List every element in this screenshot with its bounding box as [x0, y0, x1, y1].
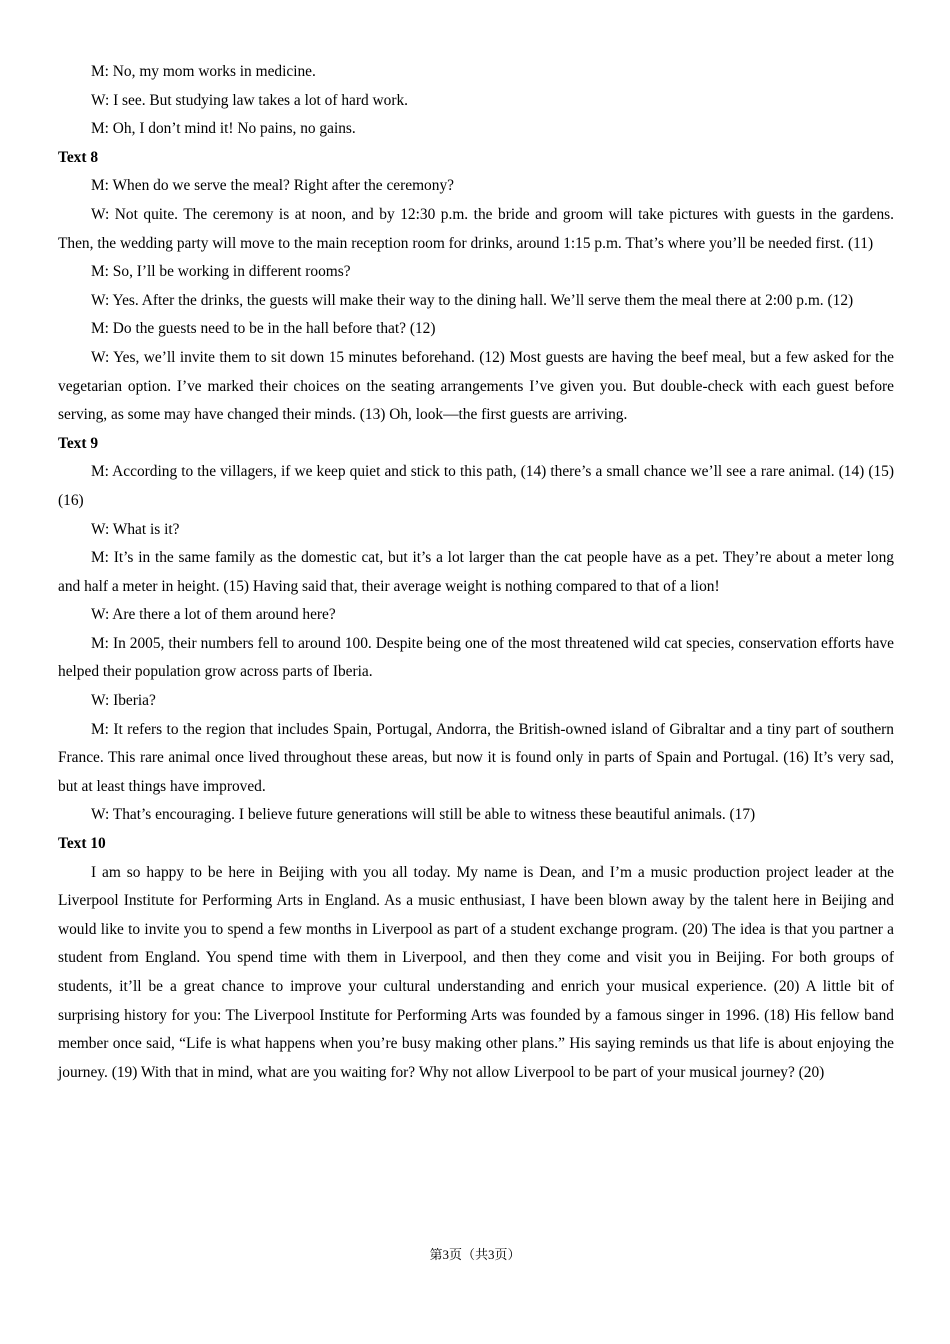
transcript-paragraph: M: No, my mom works in medicine.	[91, 63, 316, 80]
transcript-paragraph: W: Yes. After the drinks, the guests will make their way to the dining hall. We’ll serve them the meal there at 2:00 p.m. (12)	[91, 291, 854, 309]
transcript-paragraph: M: It’s in the same family as the domestic cat, but it’s a lot larger than the cat people have as a pet. They’re about a meter long and half a meter in height. (15) Having said that, their average weight is nothing compared to that of a lion!	[58, 549, 894, 595]
transcript-paragraph: M: In 2005, their numbers fell to around 100. Despite being one of the most threatened wild cat species, conservation efforts have helped their population grow across parts of Iberia.	[58, 634, 894, 681]
transcript-paragraph: W: I see. But studying law takes a lot of hard work.	[91, 91, 409, 109]
transcript-paragraph: M: Oh, I don’t mind it! No pains, no gains.	[91, 120, 356, 138]
transcript-paragraph: M: It refers to the region that includes Spain, Portugal, Andorra, the British-owned island of Gibraltar and a tiny part of southern France. This rare animal once lived throughout these areas, but now it is found only in parts of Spain and Portugal. (16) It’s very sad, but at least things have improved.	[58, 720, 894, 795]
section-heading: Text 9	[58, 434, 99, 452]
transcript-paragraph: M: According to the villagers, if we keep quiet and stick to this path, (14) there’s a small chance we’ll see a rare animal. (14) (15) (16)	[58, 463, 894, 509]
transcript-paragraph: W: Not quite. The ceremony is at noon, and by 12:30 p.m. the bride and groom will take pictures with guests in the gardens. Then, the wedding party will move to the main reception room for drinks, around 1:15 p.m. That’s where you’ll be needed first. (11)	[58, 205, 894, 252]
section-heading: Text 10	[58, 835, 106, 853]
transcript-paragraph: W: Yes, we’ll invite them to sit down 15 minutes beforehand. (12) Most guests are having the beef meal, but a few asked for the vegetarian option. I’ve marked their choices on the seating arrangements I’ve given you. But double-check with each guest before serving, as some may have changed their minds. (13) Oh, look—the first guests are arriving.	[58, 348, 894, 424]
transcript-paragraph: M: So, I’ll be working in different rooms?	[91, 263, 351, 281]
transcript-paragraph: W: What is it?	[91, 520, 180, 538]
transcript-paragraph: W: Are there a lot of them around here?	[91, 606, 336, 624]
transcript-paragraph: M: Do the guests need to be in the hall before that? (12)	[91, 320, 436, 338]
transcript-paragraph: I am so happy to be here in Beijing with you all today. My name is Dean, and I’m a music production project leader at the Liverpool Institute for Performing Arts in England. As a music enthusiast, I have been blown away by the talent here in Beijing and would like to invite you to spend a few months in Liverpool as part of a student exchange program. (20) The idea is that you partner a student from England. You spend time with them in Liverpool, and then they come and visit you in Beijing. For both groups of students, it’ll be a great chance to improve your cultural understanding and enrich your musical experience. (20) A little bit of surprising history for you: The Liverpool Institute for Performing Arts was founded by a famous singer in 1996. (18) His fellow band member once said, “Life is what happens when you’re busy making other plans.” His saying reminds us that life is about enjoying the journey. (19) With that in mind, what are you waiting for? Why not allow Liverpool to be part of your musical journey? (20)	[58, 863, 894, 1081]
page-footer: 第3页（共3页）	[429, 1247, 521, 1262]
section-heading: Text 8	[58, 148, 99, 166]
transcript-paragraph: W: Iberia?	[91, 692, 156, 710]
transcript-paragraph: W: That’s encouraging. I believe future generations will still be able to witness these beautiful animals. (17)	[91, 806, 756, 824]
transcript-paragraph: M: When do we serve the meal? Right after the ceremony?	[91, 177, 454, 195]
transcript-body	[58, 58, 894, 1087]
